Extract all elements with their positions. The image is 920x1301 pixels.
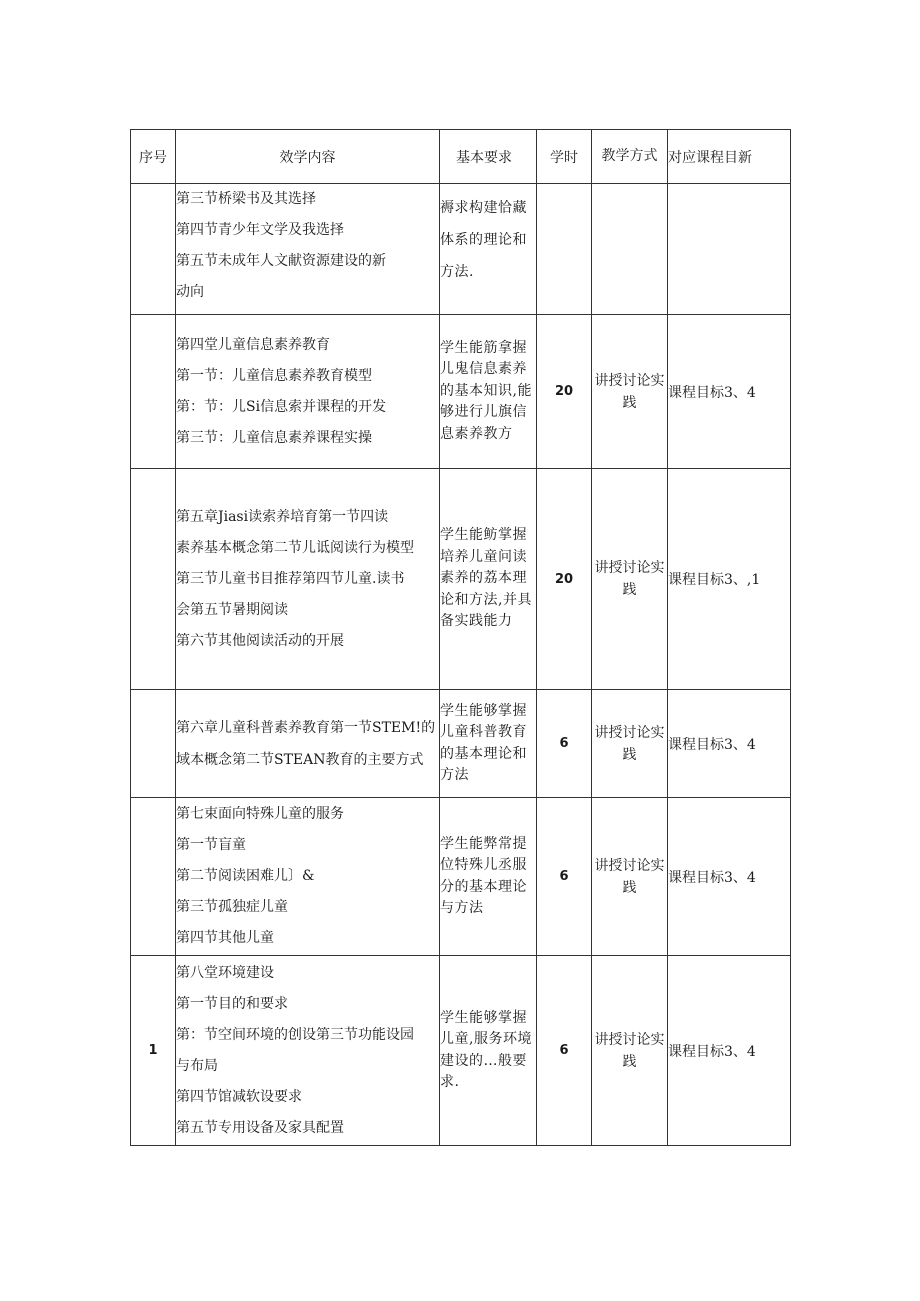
content-line: 第四节其他儿童 — [176, 930, 274, 946]
row-seq — [131, 469, 176, 690]
row-target: 课程目标3、4 — [668, 690, 791, 798]
row-seq — [131, 184, 176, 315]
header-requirement: 基本要求 — [440, 130, 537, 184]
content-line: 素养基本概念第二节儿诋阅读行为模型 — [176, 539, 414, 556]
row-requirement: 学生能筋拿握儿鬼信息素养的基本知识,能够进行儿旗信息素养教方 — [440, 315, 537, 469]
content-line: 第三节儿童书目推荐第四节儿童.读书 — [176, 570, 405, 587]
row-seq — [131, 798, 176, 956]
header-content: 效学内容 — [176, 130, 440, 184]
row-target: 课程目标3、4 — [668, 956, 791, 1146]
row-target: 课程目标3、4 — [668, 798, 791, 956]
content-line: 会第五节暑期阅读 — [176, 601, 288, 618]
table-row — [131, 469, 791, 690]
table-row — [131, 956, 791, 1146]
content-line: 第一节盲童 — [176, 837, 246, 853]
row-hours: 20 — [537, 469, 592, 690]
content-line: 第六节其他阅读活动的开展 — [176, 632, 344, 649]
content-line: 第四节馆减软设要求 — [176, 1088, 302, 1105]
table-row — [131, 690, 791, 798]
row-hours — [537, 184, 592, 315]
row-seq — [131, 690, 176, 798]
row-seq — [131, 315, 176, 469]
row-content — [176, 469, 440, 690]
table-row — [131, 315, 791, 469]
content-line: 第三节：儿童信息素养课程实操 — [176, 429, 372, 446]
content-line: 第二节阅读困难儿〕& — [176, 868, 315, 884]
table-row — [131, 184, 791, 315]
content-line: 第五节未成年人文献资源建设的新 — [176, 253, 386, 269]
content-line: 第八堂环境建设 — [176, 964, 274, 981]
row-target: 课程目标3、,1 — [668, 469, 791, 690]
content-line: 第：节：儿Si信息索并课程的开发 — [176, 398, 387, 415]
header-hours: 学时 — [537, 130, 592, 184]
content-line: 第五章Jiasi读索养培育第一节四读 — [176, 508, 389, 525]
content-line: 第四节青少年文学及我选择 — [176, 222, 344, 238]
content-line: 第六章儿童科普素养教育第一节STEM!的域本概念第二节STEAN教育的主要方式 — [176, 719, 436, 768]
content-line: 第：节空间环境的创设第三节功能设园 — [176, 1026, 414, 1043]
row-method: 讲授讨论实践 — [592, 798, 668, 956]
header-row — [131, 130, 791, 184]
row-hours: 6 — [537, 798, 592, 956]
row-requirement: 学生能鲂掌握培养儿童问读素养的荔本理论和方法,并具备实践能力 — [440, 469, 537, 690]
row-method: 讲授讨论实践 — [592, 469, 668, 690]
row-content — [176, 690, 440, 798]
row-content — [176, 184, 440, 315]
row-requirement: 学生能够掌握儿童科普教育的基本理论和方法 — [440, 690, 537, 798]
content-line: 第七束面向特殊儿童的服务 — [176, 806, 344, 822]
row-requirement: 学生能够掌握儿童,服务环境建设的…般要求. — [440, 956, 537, 1146]
row-target — [668, 184, 791, 315]
content-line: 与布局 — [176, 1057, 218, 1074]
row-method: 讲授讨论实践 — [592, 315, 668, 469]
content-line: 第三节孤独症儿童 — [176, 899, 288, 915]
row-seq: 1 — [131, 956, 176, 1146]
row-hours: 20 — [537, 315, 592, 469]
syllabus-table — [130, 129, 791, 1146]
header-target: 对应课程目新 — [668, 130, 791, 184]
header-method: 教学方式 — [592, 130, 668, 184]
row-requirement: 褥求构建恰藏体系的理论和方法. — [440, 184, 537, 315]
row-method: 讲授讨论实践 — [592, 690, 668, 798]
row-content — [176, 315, 440, 469]
row-requirement: 学生能弊常提位特殊儿丞服分的基本理论与方法 — [440, 798, 537, 956]
content-line: 第五节专用设备及家具配置 — [176, 1119, 344, 1136]
row-target: 课程目标3、4 — [668, 315, 791, 469]
row-method: 讲授讨论实践 — [592, 956, 668, 1146]
content-line: 第一节目的和要求 — [176, 995, 288, 1012]
content-line: 第三节桥梁书及其选择 — [176, 191, 316, 207]
header-seq: 序号 — [131, 130, 176, 184]
content-line: 第一节：儿童信息素养教育模型 — [176, 367, 372, 384]
table-row — [131, 798, 791, 956]
row-method — [592, 184, 668, 315]
row-content — [176, 798, 440, 956]
row-content — [176, 956, 440, 1146]
content-line: 第四堂儿童信息素养教育 — [176, 336, 330, 353]
row-hours: 6 — [537, 956, 592, 1146]
content-line: 动向 — [176, 284, 204, 300]
row-hours: 6 — [537, 690, 592, 798]
